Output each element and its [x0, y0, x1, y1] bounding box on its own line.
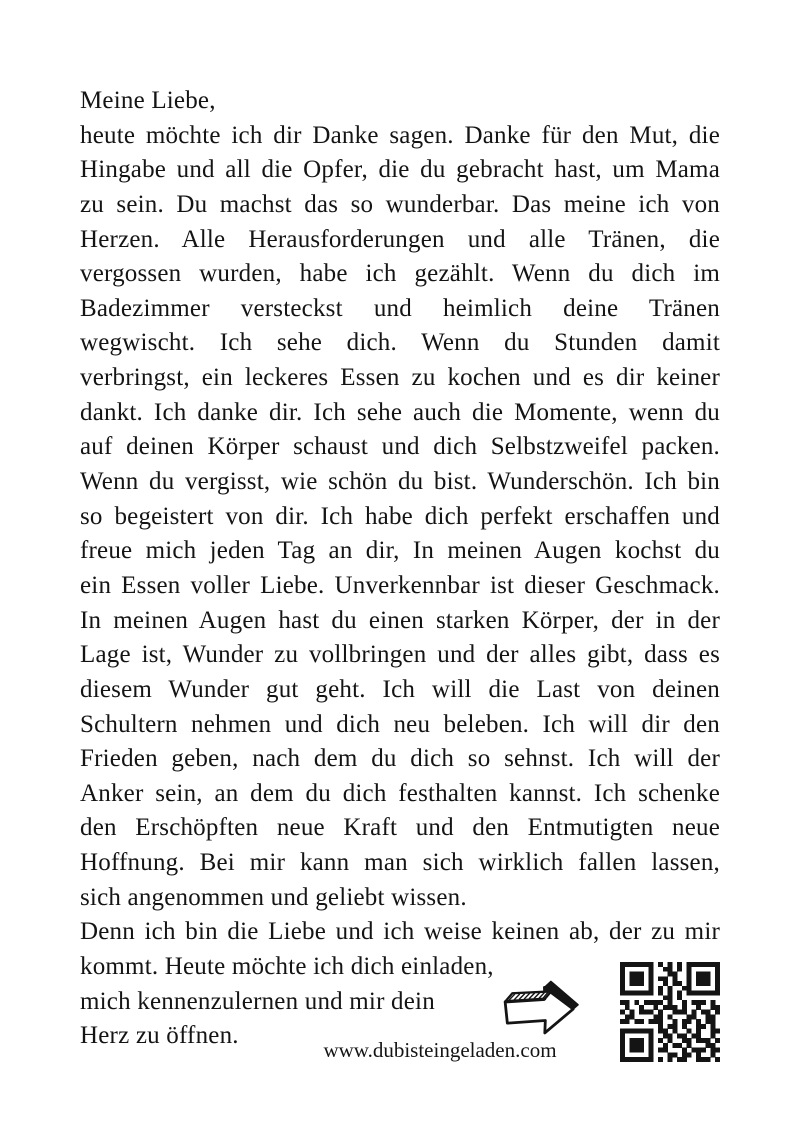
- letter-line: heute möchte ich dir Danke sagen. Danke für den Mut, die: [80, 121, 720, 149]
- letter-line: dankt. Ich danke dir. Ich sehe auch die Momente, wenn du: [80, 398, 720, 426]
- letter-line: ein Essen voller Liebe. Unverkennbar ist dieser Geschmack.: [80, 571, 720, 599]
- website-url[interactable]: www.dubisteingeladen.com: [323, 1038, 557, 1062]
- letter-line: Frieden geben, nach dem du dich so sehnst. Ich will der: [80, 745, 720, 773]
- letter-line: vergossen wurden, habe ich gezählt. Wenn du dich im: [80, 260, 720, 288]
- arrow-right-icon: [496, 975, 584, 1039]
- letter-line: In meinen Augen hast du einen starken Körper, der in der: [80, 606, 720, 634]
- letter-line: Lage ist, Wunder zu vollbringen und der alles gibt, dass es: [80, 641, 720, 669]
- letter-line: wegwischt. Ich sehe dich. Wenn du Stunden damit: [80, 329, 720, 357]
- qr-code: [620, 962, 720, 1062]
- letter-line: Anker sein, an dem du dich festhalten kannst. Ich schenke: [80, 779, 720, 807]
- letter-line: Meine Liebe,: [80, 87, 216, 114]
- letter-line: so begeistert von dir. Ich habe dich perfekt erschaffen und: [80, 502, 720, 530]
- letter-lines: [80, 84, 720, 1054]
- letter-line: mich kennenzulernen und mir dein: [80, 987, 435, 1015]
- letter-line: freue mich jeden Tag an dir, In meinen Augen kochst du: [80, 537, 720, 565]
- letter-line: sich angenommen und geliebt wissen.: [80, 883, 467, 911]
- letter-line: Denn ich bin die Liebe und ich weise keinen ab, der zu mir: [80, 918, 720, 946]
- letter-line: Badezimmer versteckst und heimlich deine Tränen: [80, 294, 720, 322]
- letter-line: kommt. Heute möchte ich dich einladen,: [80, 953, 494, 981]
- letter-line: Hingabe und all die Opfer, die du gebracht hast, um Mama: [80, 156, 720, 184]
- letter-line: verbringst, ein leckeres Essen zu kochen und es dir keiner: [80, 364, 720, 392]
- letter-line: Hoffnung. Bei mir kann man sich wirklich fallen lassen,: [80, 849, 720, 877]
- letter-line: diesem Wunder gut geht. Ich will die Last von deinen: [80, 675, 720, 703]
- letter-line: Herz zu öffnen.: [80, 1022, 239, 1050]
- letter-line: auf deinen Körper schaust und dich Selbstzweifel packen.: [80, 433, 720, 461]
- letter-line: Schultern nehmen und dich neu beleben. Ich will dir den: [80, 710, 720, 738]
- letter-line: den Erschöpften neue Kraft und den Entmutigten neue: [80, 814, 720, 842]
- letter-line: zu sein. Du machst das so wunderbar. Das meine ich von: [80, 190, 720, 218]
- letter-line: Herzen. Alle Herausforderungen und alle Tränen, die: [80, 225, 720, 253]
- letter-line: Wenn du vergisst, wie schön du bist. Wunderschön. Ich bin: [80, 468, 720, 496]
